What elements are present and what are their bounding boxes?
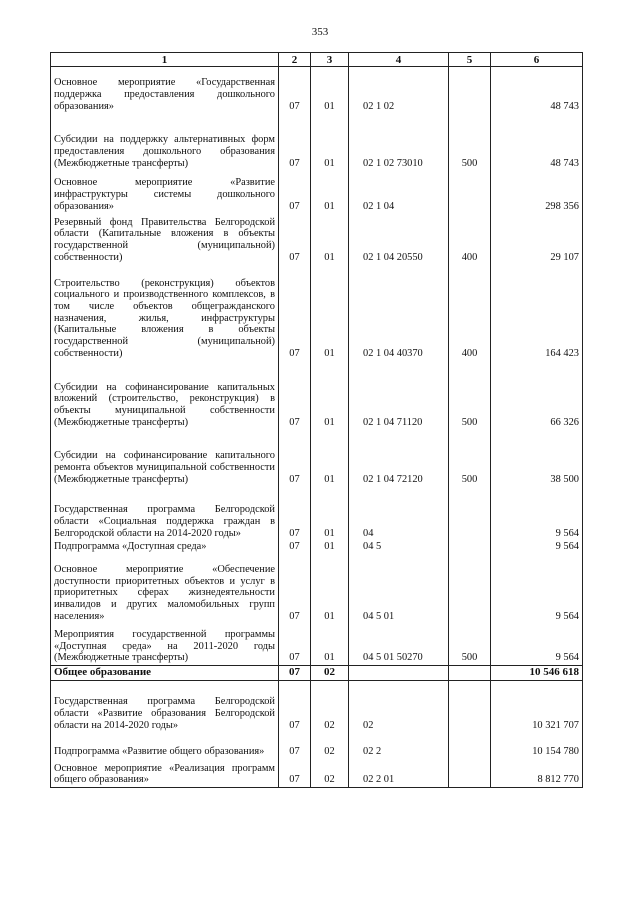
row-c4: 02 2 xyxy=(349,733,449,759)
row-c3: 01 xyxy=(311,67,349,114)
row-c2: 07 xyxy=(279,67,311,114)
row-c3: 02 xyxy=(311,759,349,788)
row-c3: 01 xyxy=(311,554,349,624)
row-c3: 01 xyxy=(311,541,349,554)
row-name: Государственная программа Белгородской области «Социальная поддержка граждан в Белгородской области на 2014-2020 годы» xyxy=(51,487,279,541)
row-amount: 38 500 xyxy=(491,430,583,487)
section-amount: 10 546 618 xyxy=(491,666,583,681)
table-row xyxy=(51,541,583,554)
table-row xyxy=(51,681,583,733)
column-header-2: 2 xyxy=(279,53,311,67)
row-name: Субсидии на софинансирование капитальных вложений (строительство, реконструкция) в объекты муниципальной собственности (Межбюджетные трансферты) xyxy=(51,361,279,430)
row-c5 xyxy=(449,487,491,541)
row-c3: 02 xyxy=(311,681,349,733)
section-c3: 02 xyxy=(311,666,349,681)
row-c2: 07 xyxy=(279,171,311,214)
row-name: Основное мероприятие «Обеспечение доступности приоритетных объектов и услуг в приоритетных сферах жизнедеятельности инвалидов и других маломобильных групп населения» xyxy=(51,554,279,624)
table-row xyxy=(51,624,583,666)
row-c3: 02 xyxy=(311,733,349,759)
table-row xyxy=(51,214,583,265)
row-c5: 500 xyxy=(449,114,491,171)
section-row xyxy=(51,666,583,681)
column-header-6: 6 xyxy=(491,53,583,67)
row-c4: 02 1 04 72120 xyxy=(349,430,449,487)
row-c5 xyxy=(449,171,491,214)
row-c2: 07 xyxy=(279,265,311,361)
row-c4: 02 1 02 73010 xyxy=(349,114,449,171)
row-c2: 07 xyxy=(279,487,311,541)
row-amount: 164 423 xyxy=(491,265,583,361)
section-c5 xyxy=(449,666,491,681)
row-c5 xyxy=(449,759,491,788)
column-header-4: 4 xyxy=(349,53,449,67)
row-c3: 01 xyxy=(311,265,349,361)
row-c3: 01 xyxy=(311,214,349,265)
row-c5: 400 xyxy=(449,265,491,361)
row-c4: 04 5 01 50270 xyxy=(349,624,449,666)
row-name: Субсидии на поддержку альтернативных форм предоставления дошкольного образования (Межбюджетные трансферты) xyxy=(51,114,279,171)
row-name: Мероприятия государственной программы «Доступная среда» на 2011-2020 годы (Межбюджетные трансферты) xyxy=(51,624,279,666)
row-c4: 02 2 01 xyxy=(349,759,449,788)
row-c5: 500 xyxy=(449,430,491,487)
row-amount: 10 154 780 xyxy=(491,733,583,759)
row-name: Подпрограмма «Развитие общего образования» xyxy=(51,733,279,759)
row-c4: 02 xyxy=(349,681,449,733)
row-c2: 07 xyxy=(279,430,311,487)
row-c5 xyxy=(449,554,491,624)
table-row xyxy=(51,265,583,361)
table-row xyxy=(51,430,583,487)
row-name: Резервный фонд Правительства Белгородской области (Капитальные вложения в объекты государственной (муниципальной) собственности) xyxy=(51,214,279,265)
row-amount: 48 743 xyxy=(491,67,583,114)
row-c5: 500 xyxy=(449,361,491,430)
table-row xyxy=(51,67,583,114)
row-amount: 9 564 xyxy=(491,487,583,541)
table-row xyxy=(51,554,583,624)
row-amount: 66 326 xyxy=(491,361,583,430)
table-row xyxy=(51,733,583,759)
section-name: Общее образование xyxy=(51,666,279,681)
row-c4: 02 1 02 xyxy=(349,67,449,114)
row-c3: 01 xyxy=(311,361,349,430)
row-amount: 29 107 xyxy=(491,214,583,265)
row-c2: 07 xyxy=(279,759,311,788)
header-row xyxy=(51,53,583,67)
row-amount: 298 356 xyxy=(491,171,583,214)
row-c4: 02 1 04 71120 xyxy=(349,361,449,430)
row-c2: 07 xyxy=(279,541,311,554)
row-name: Субсидии на софинансирование капитального ремонта объектов муниципальной собственности (Межбюджетные трансферты) xyxy=(51,430,279,487)
table-row xyxy=(51,361,583,430)
row-c5: 500 xyxy=(449,624,491,666)
row-c2: 07 xyxy=(279,114,311,171)
row-name: Государственная программа Белгородской области «Развитие образования Белгородской области на 2014-2020 годы» xyxy=(51,681,279,733)
row-c2: 07 xyxy=(279,361,311,430)
budget-table xyxy=(50,52,583,788)
row-c4: 04 5 01 xyxy=(349,554,449,624)
section-c4 xyxy=(349,666,449,681)
row-name: Строительство (реконструкция) объектов социального и производственного комплексов, в том числе объектов общегражданского назначения, жилья, инфраструктуры (Капитальные вложения в объекты государственной (муниципальной) собственности) xyxy=(51,265,279,361)
row-amount: 9 564 xyxy=(491,541,583,554)
column-header-3: 3 xyxy=(311,53,349,67)
row-c2: 07 xyxy=(279,681,311,733)
table-body-general xyxy=(51,681,583,788)
column-header-5: 5 xyxy=(449,53,491,67)
row-c3: 01 xyxy=(311,430,349,487)
row-amount: 9 564 xyxy=(491,624,583,666)
row-c4: 02 1 04 xyxy=(349,171,449,214)
row-amount: 48 743 xyxy=(491,114,583,171)
row-amount: 9 564 xyxy=(491,554,583,624)
row-name: Основное мероприятие «Государственная поддержка предоставления дошкольного образования» xyxy=(51,67,279,114)
table-row xyxy=(51,487,583,541)
row-c3: 01 xyxy=(311,114,349,171)
table-row xyxy=(51,114,583,171)
row-c3: 01 xyxy=(311,171,349,214)
row-c5 xyxy=(449,681,491,733)
section-c2: 07 xyxy=(279,666,311,681)
row-c5 xyxy=(449,733,491,759)
table-body-section xyxy=(51,666,583,681)
row-c5 xyxy=(449,541,491,554)
column-header-1: 1 xyxy=(51,53,279,67)
row-c3: 01 xyxy=(311,624,349,666)
row-c4: 04 5 xyxy=(349,541,449,554)
row-c3: 01 xyxy=(311,487,349,541)
row-c2: 07 xyxy=(279,554,311,624)
row-amount: 10 321 707 xyxy=(491,681,583,733)
row-c4: 02 1 04 20550 xyxy=(349,214,449,265)
table-row xyxy=(51,171,583,214)
row-name: Подпрограмма «Доступная среда» xyxy=(51,541,279,554)
row-c2: 07 xyxy=(279,624,311,666)
row-c2: 07 xyxy=(279,214,311,265)
row-c5 xyxy=(449,67,491,114)
table-body-preschool xyxy=(51,67,583,666)
table-row xyxy=(51,759,583,788)
row-c4: 02 1 04 40370 xyxy=(349,265,449,361)
row-c2: 07 xyxy=(279,733,311,759)
page-number: 353 xyxy=(311,26,329,38)
row-c5: 400 xyxy=(449,214,491,265)
row-c4: 04 xyxy=(349,487,449,541)
row-name: Основное мероприятие «Развитие инфраструктуры системы дошкольного образования» xyxy=(51,171,279,214)
row-name: Основное мероприятие «Реализация программ общего образования» xyxy=(51,759,279,788)
row-amount: 8 812 770 xyxy=(491,759,583,788)
